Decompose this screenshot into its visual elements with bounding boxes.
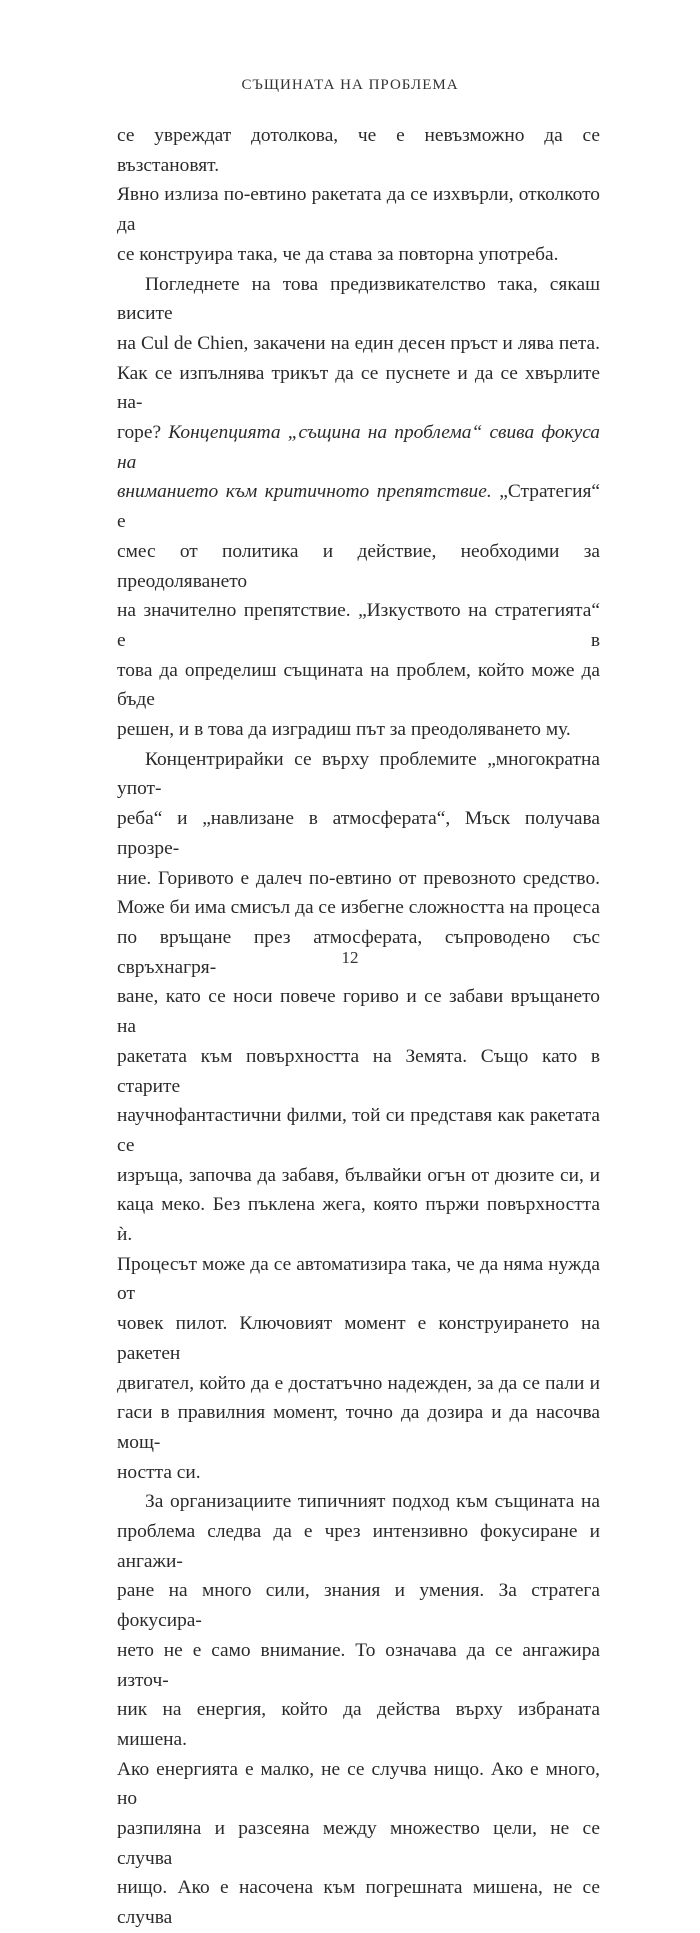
text-line: разпиляна и разсеяна между множество цели, не се случва (117, 1818, 600, 1869)
text-line: реба“ и „навлизане в атмосферата“, Мъск получава прозре- (117, 808, 600, 859)
text-line: това да определиш същината на проблем, който може да бъде (117, 659, 600, 711)
text-line: се увреждат дотолкова, че е невъзможно да се възстановят. (117, 125, 600, 176)
text-line (117, 418, 600, 477)
text-line: по връщане през атмосферата, съпроводено със свръхнагря- (117, 926, 600, 978)
page-number: 12 (341, 948, 359, 967)
text-line: Концентрирайки се върху проблемите „многократна упот- (117, 748, 600, 800)
text-line: Ако енергията е малко, не се случва нищо. Ако е много, но (117, 1758, 600, 1810)
text-line: научнофантастични филми, той си представя как ракетата се (117, 1105, 600, 1156)
text-line: решен, и в това да изградиш път за преодоляването му. (117, 719, 571, 741)
italic-text-run: вниманието към критичното препятствие. (117, 481, 492, 503)
text-line: смес от политика и действие, необходими за преодоляването (117, 540, 600, 592)
text-line: нето не е само внимание. То означава да се ангажира източ- (117, 1639, 600, 1691)
italic-text-run: Концепцията „същина на проблема“ свива фокуса на (117, 422, 601, 473)
body-text (117, 121, 600, 1933)
text-line: гаси в правилния момент, точно да дозира и да насочва мощ- (117, 1402, 600, 1453)
text-line: се конструира така, че да става за повторна употреба. (117, 243, 559, 265)
text-line: Погледнете на това предизвикателство така, сякаш висите (117, 273, 600, 325)
text-run: „Стратегия“ е (117, 481, 600, 533)
text-line: ние. Горивото е далеч по-евтино от превозното средство. (117, 867, 600, 889)
text-run: горе? (117, 422, 169, 444)
text-line: човек пилот. Ключовият момент е конструирането на ракетен (117, 1313, 600, 1364)
text-line: ник на енергия, който да действа върху избраната мишена. (117, 1699, 600, 1750)
text-line: на значително препятствие. „Изкуството на стратегията“ е в (117, 600, 600, 651)
text-line: на Cul de Chien, закачени на един десен пръст и лява пета. (117, 332, 600, 354)
text-line (117, 477, 600, 536)
text-line: Процесът може да се автоматизира така, че да няма нужда от (117, 1253, 600, 1305)
running-head: СЪЩИНАТА НА ПРОБЛЕМА (241, 77, 459, 93)
text-line: нищо. Ако е насочена към погрешната мишена, не се случва (117, 1877, 600, 1929)
text-line: ване, като се носи повече гориво и се забави връщането на (117, 986, 600, 1038)
text-line: За организациите типичният подход към същината на (145, 1491, 600, 1513)
text-line: проблема следва да е чрез интензивно фокусиране и ангажи- (117, 1521, 600, 1572)
text-line: Може би има смисъл да се избегне сложността на процеса (117, 897, 600, 919)
text-line: ността си. (117, 1461, 201, 1483)
text-line: ракетата към повърхността на Земята. Също като в старите (117, 1045, 600, 1097)
text-line: каца меко. Без пъклена жега, която пържи повърхността ѝ. (117, 1194, 600, 1246)
text-line: Как се изпълнява трикът да се пуснете и да се хвърлите на- (117, 362, 600, 414)
text-line: изръща, започва да забавя, бълвайки огън от дюзите си, и (117, 1164, 600, 1186)
text-line: Явно излиза по-евтино ракетата да се изхвърли, отколкото да (117, 184, 600, 236)
text-line: ране на много сили, знания и умения. За стратега фокусира- (117, 1580, 600, 1632)
text-line: двигател, който да е достатъчно надежден, за да се пали и (117, 1372, 600, 1394)
